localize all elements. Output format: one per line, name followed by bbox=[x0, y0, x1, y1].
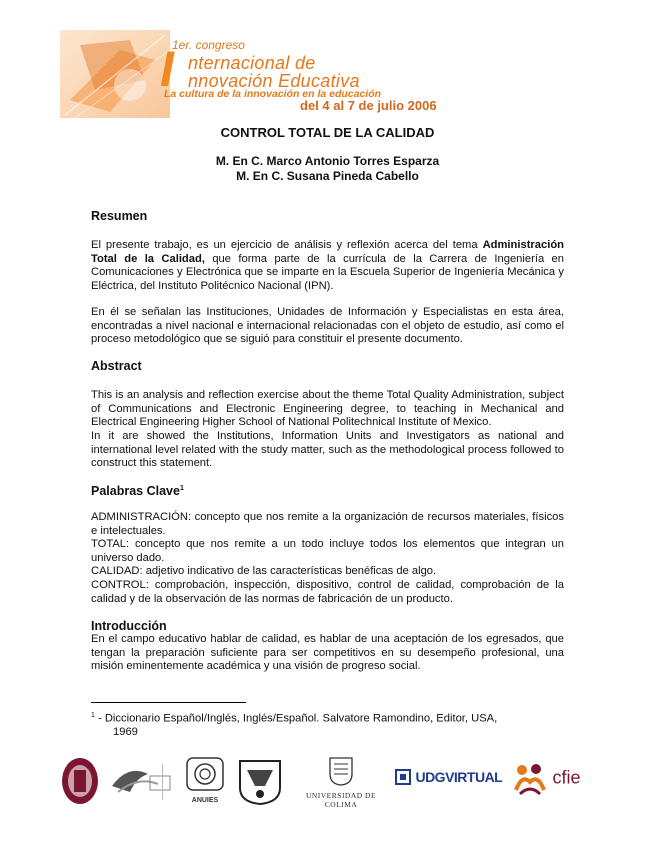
colima-shield-icon bbox=[328, 756, 354, 786]
colima-logo bbox=[296, 756, 386, 809]
banner-big-letter: I bbox=[160, 41, 174, 97]
cfie-figure-icon bbox=[512, 760, 548, 796]
anuies-emblem-icon bbox=[185, 756, 225, 792]
unam-logo bbox=[235, 756, 285, 806]
banner-dates: del 4 al 7 de julio 2006 bbox=[300, 98, 437, 113]
colima-label: UNIVERSIDAD DE COLIMA bbox=[305, 791, 377, 809]
cfie-logo bbox=[512, 760, 592, 800]
ipn-logo bbox=[60, 756, 100, 806]
footnote-rule bbox=[91, 702, 246, 703]
anuies-logo bbox=[184, 756, 226, 806]
footnote-year: 1969 bbox=[113, 726, 138, 739]
footnote bbox=[91, 709, 564, 740]
keywords-heading bbox=[91, 484, 184, 498]
authors bbox=[0, 154, 655, 184]
resumen-p1-text: El presente trabajo, es un ejercicio de análisis y reflexión acerca del tema bbox=[91, 239, 483, 251]
footnote-text: - Diccionario Español/Inglés, Inglés/Español. Salvatore Ramondino, Editor, USA, bbox=[94, 712, 498, 725]
intro-heading: Introducción bbox=[91, 619, 167, 633]
author-2: M. En C. Susana Pineda Cabello bbox=[236, 169, 419, 183]
abstract-heading: Abstract bbox=[91, 359, 142, 373]
banner-line-internacional: nternacional de bbox=[188, 53, 316, 73]
author-1: M. En C. Marco Antonio Torres Esparza bbox=[215, 154, 440, 168]
sponsor-logos bbox=[60, 756, 600, 809]
keywords-heading-text: Palabras Clave bbox=[91, 484, 180, 498]
keywords-footnote-ref[interactable]: 1 bbox=[179, 484, 184, 492]
resumen-p1-bold: Administración Total de la Calidad, bbox=[91, 239, 564, 265]
banner-line-innovacion: nnovación Educativa bbox=[188, 71, 360, 91]
keyword-administracion: ADMINISTRACIÓN: concepto que nos remite a la organización de recursos materiales, físicos e intelectuales. bbox=[91, 511, 564, 537]
sep-logo bbox=[108, 756, 174, 806]
abstract-paragraph-2: In it are showed the Institutions, Information Units and Investigators as national and international level related with the study matter, such as the methodological process followed to construct this statement. bbox=[91, 430, 564, 470]
intro-paragraph: En el campo educativo hablar de calidad, es hablar de una aceptación de los egresados, que tengan la preparación suficiente para ser competitivos en su desempeño profesional, una misión eminentemente académica y una visión de progreso social. bbox=[91, 633, 564, 673]
banner-tagline: La cultura de la innovación en la educación bbox=[164, 88, 382, 100]
congress-banner bbox=[60, 30, 440, 120]
keyword-total: TOTAL: concepto que nos remite a un todo incluye todos los elementos que integran un universo dado. bbox=[91, 538, 564, 564]
udg-virtual-logo bbox=[395, 768, 505, 792]
abstract-paragraph-1: This is an analysis and reflection exercise about the theme Total Quality Administration, subject of Communications and Electronic Engineering degree, to teaching in Mechanical and Electrical Engineering Higher School of National Politechnical Institute of Mexico. bbox=[91, 389, 564, 429]
footnote-mark: 1 bbox=[91, 712, 95, 719]
banner-edition: 1er. congreso bbox=[172, 38, 245, 52]
resumen-paragraph-2: En él se señalan las Instituciones, Unidades de Información y Especialistas en esta área, encontradas a nivel nacional e internacional relacionadas con el objeto de estudio, así como el proceso metodológico que se siguió para constituir el presente documento. bbox=[91, 306, 564, 346]
paper-title: CONTROL TOTAL DE LA CALIDAD bbox=[220, 125, 435, 140]
resumen-heading: Resumen bbox=[91, 209, 148, 223]
resumen-paragraph-1 bbox=[91, 239, 564, 293]
udg-square-icon bbox=[395, 769, 411, 785]
banner-illustration bbox=[60, 30, 170, 118]
resumen-p1-text-end: que forma parte de la currícula de la Carrera de Ingeniería en Comunicaciones y Electrónica que se imparte en la Escuela Superior de Ingeniería Mecánica y Eléctrica, del Instituto Politécnico Nacional (IPN). bbox=[91, 252, 564, 292]
udg-label: UDGVIRTUAL bbox=[415, 768, 503, 785]
anuies-label: ANUIES bbox=[191, 797, 219, 804]
keywords-block bbox=[91, 511, 564, 606]
keyword-control: CONTROL: comprobación, inspección, dispositivo, control de calidad, comprobación de la calidad y de la observación de las normas de fabricación de un producto. bbox=[91, 578, 564, 605]
keyword-calidad: CALIDAD: adjetivo indicativo de las características benéficas de algo. bbox=[91, 565, 437, 578]
cfie-label: cfie bbox=[552, 767, 581, 788]
